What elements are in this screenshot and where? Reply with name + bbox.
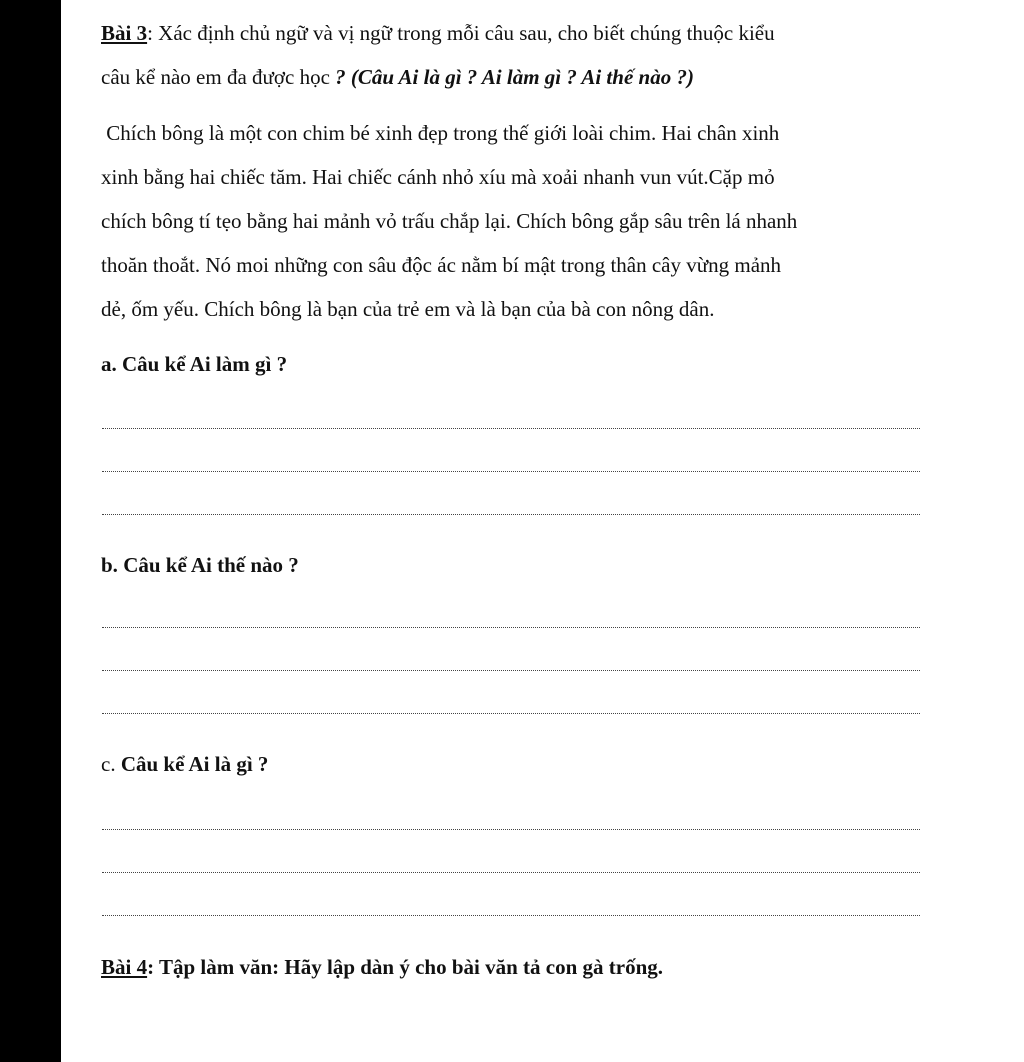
passage-line: Chích bông là một con chim bé xinh đẹp trong thế giới loài chim. Hai chân xinh — [101, 121, 780, 145]
worksheet-page — [61, 0, 1024, 1062]
bai4-text: : Tập làm văn: Hãy lập dàn ý cho bài văn tả con gà trống. — [147, 955, 664, 979]
question-b-title: Câu kể Ai thế nào ? — [117, 553, 299, 577]
passage-line: chích bông tí tẹo bằng hai mảnh vỏ trấu chắp lại. Chích bông gắp sâu trên lá nhanh — [101, 209, 798, 233]
answer-line-b2[interactable] — [102, 670, 920, 671]
bai3-line-2 — [101, 55, 936, 99]
question-c-prefix: c. — [101, 752, 116, 776]
bai3-line-1 — [101, 11, 936, 55]
bai3-instruction-text: : Xác định chủ ngữ và vị ngữ trong mỗi câu sau, cho biết chúng thuộc kiểu — [147, 21, 775, 45]
question-c-heading — [101, 742, 936, 786]
question-a-heading — [101, 342, 936, 386]
bai4-instruction — [101, 945, 936, 989]
passage — [101, 111, 936, 331]
bai3-sentence-types: ? (Câu Ai là gì ? Ai làm gì ? Ai thế nào ?) — [335, 65, 694, 89]
bai3-instruction — [101, 11, 936, 99]
question-b-heading — [101, 543, 936, 587]
answer-line-a3[interactable] — [102, 514, 920, 515]
answer-line-b3[interactable] — [102, 713, 920, 714]
question-a-prefix: a. — [101, 352, 117, 376]
bai3-label: Bài 3 — [101, 21, 148, 45]
question-b-prefix: b. — [101, 553, 118, 577]
answer-line-a1[interactable] — [102, 428, 920, 429]
bai4-label: Bài 4 — [101, 955, 148, 979]
answer-line-c3[interactable] — [102, 915, 920, 916]
answer-line-a2[interactable] — [102, 471, 920, 472]
bai3-instruction-line2: câu kể nào em đa được học — [101, 65, 336, 89]
answer-line-c2[interactable] — [102, 872, 920, 873]
answer-line-b1[interactable] — [102, 627, 920, 628]
question-c-title: Câu kể Ai là gì ? — [115, 752, 269, 776]
question-a-title: Câu kể Ai làm gì ? — [116, 352, 288, 376]
passage-line: thoăn thoắt. Nó moi những con sâu độc ác nằm bí mật trong thân cây vừng mảnh — [101, 253, 782, 277]
answer-line-c1[interactable] — [102, 829, 920, 830]
passage-line: dẻ, ốm yếu. Chích bông là bạn của trẻ em và là bạn của bà con nông dân. — [101, 297, 715, 321]
passage-line: xinh bằng hai chiếc tăm. Hai chiếc cánh nhỏ xíu mà xoải nhanh vun vút.Cặp mỏ — [101, 165, 775, 189]
